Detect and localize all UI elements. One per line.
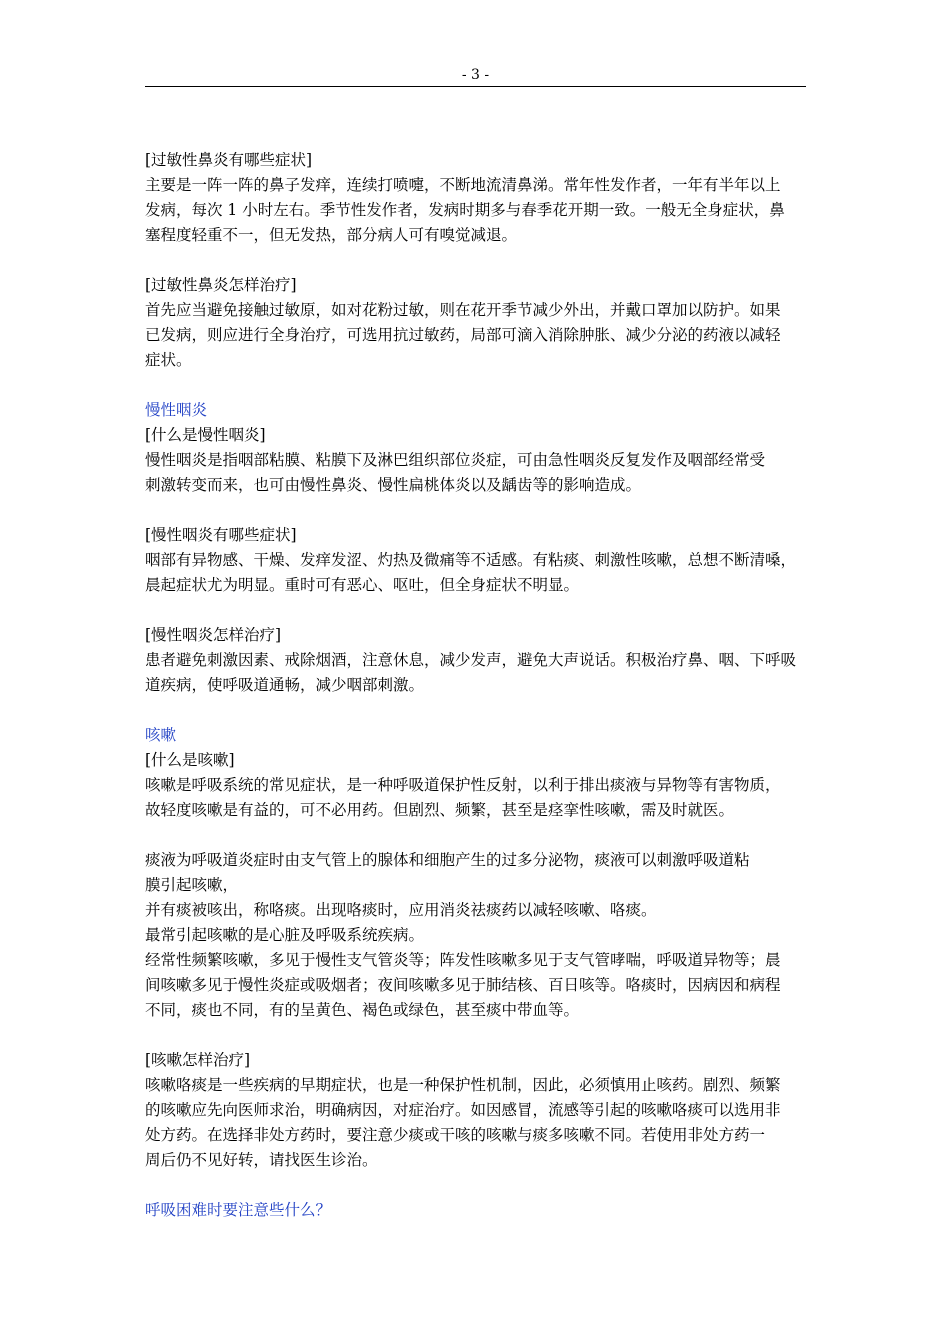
body-line: 间咳嗽多见于慢性炎症或吸烟者；夜间咳嗽多见于肺结核、百日咳等。咯痰时，因病因和病程: [145, 976, 781, 994]
body-line: 主要是一阵一阵的鼻子发痒，连续打喷嚏，不断地流清鼻涕。常年性发作者，一年有半年以上: [145, 176, 781, 194]
body-line: 道疾病，使呼吸道通畅，减少咽部刺激。: [145, 676, 425, 694]
paragraph-gap: [145, 498, 813, 523]
section-heading: [过敏性鼻炎有哪些症状]: [145, 151, 313, 169]
topic-title-dyspnea[interactable]: 呼吸困难时要注意些什么？: [145, 1201, 332, 1219]
body-line: 症状。: [145, 351, 192, 369]
document-body: [145, 148, 813, 1223]
body-line: 痰液为呼吸道炎症时由支气管上的腺体和细胞产生的过多分泌物，痰液可以刺激呼吸道粘: [145, 851, 750, 869]
body-line: 膜引起咳嗽，: [145, 876, 239, 894]
topic-title-pharyngitis[interactable]: 慢性咽炎: [145, 401, 208, 419]
page-number: - 3 -: [461, 67, 490, 83]
section-heading: [什么是咳嗽]: [145, 751, 235, 769]
section-heading: [咳嗽怎样治疗]: [145, 1051, 251, 1069]
paragraph-gap: [145, 598, 813, 623]
body-line: 已发病，则应进行全身治疗，可选用抗过敏药，局部可滴入消除肿胀、减少分泌的药液以减轻: [145, 326, 781, 344]
body-line: 不同，痰也不同，有的呈黄色、褐色或绿色，甚至痰中带血等。: [145, 1001, 580, 1019]
paragraph-gap: [145, 1173, 813, 1198]
body-line: 咳嗽咯痰是一些疾病的早期症状，也是一种保护性机制，因此，必须慎用止咳药。剧烈、频繁: [145, 1076, 781, 1094]
body-line: 故轻度咳嗽是有益的，可不必用药。但剧烈、频繁，甚至是痉挛性咳嗽，需及时就医。: [145, 801, 735, 819]
body-line: 的咳嗽应先向医师求治，明确病因，对症治疗。如因感冒，流感等引起的咳嗽咯痰可以选用非: [145, 1101, 781, 1119]
body-line: 刺激转变而来，也可由慢性鼻炎、慢性扁桃体炎以及龋齿等的影响造成。: [145, 476, 642, 494]
section-heading: [慢性咽炎怎样治疗]: [145, 626, 282, 644]
paragraph-gap: [145, 373, 813, 398]
body-line: 发病，每次 1 小时左右。季节性发作者，发病时期多与春季花开期一致。一般无全身症状，鼻: [145, 201, 785, 219]
topic-title-cough[interactable]: 咳嗽: [145, 726, 177, 744]
section-heading: [什么是慢性咽炎]: [145, 426, 266, 444]
body-line: 并有痰被咳出，称咯痰。出现咯痰时，应用消炎祛痰药以减轻咳嗽、咯痰。: [145, 901, 657, 919]
paragraph-gap: [145, 248, 813, 273]
body-line: 处方药。在选择非处方药时，要注意少痰或干咳的咳嗽与痰多咳嗽不同。若使用非处方药一: [145, 1126, 766, 1144]
header-rule: [145, 86, 806, 87]
body-line: 最常引起咳嗽的是心脏及呼吸系统疾病。: [145, 926, 425, 944]
paragraph-gap: [145, 698, 813, 723]
body-line: 周后仍不见好转，请找医生诊治。: [145, 1151, 378, 1169]
body-line: 首先应当避免接触过敏原，如对花粉过敏，则在花开季节减少外出，并戴口罩加以防护。如果: [145, 301, 781, 319]
body-line: 咽部有异物感、干燥、发痒发涩、灼热及微痛等不适感。有粘痰、刺激性咳嗽，总想不断清嗓，: [145, 551, 797, 569]
body-line: 塞程度轻重不一，但无发热，部分病人可有嗅觉减退。: [145, 226, 518, 244]
section-heading: [过敏性鼻炎怎样治疗]: [145, 276, 297, 294]
body-line: 患者避免刺激因素、戒除烟酒，注意休息，减少发声，避免大声说话。积极治疗鼻、咽、下呼吸: [145, 651, 797, 669]
body-line: 慢性咽炎是指咽部粘膜、粘膜下及淋巴组织部位炎症，可由急性咽炎反复发作及咽部经常受: [145, 451, 766, 469]
body-line: 晨起症状尤为明显。重时可有恶心、呕吐，但全身症状不明显。: [145, 576, 580, 594]
paragraph-gap: [145, 823, 813, 848]
paragraph-gap: [145, 1023, 813, 1048]
body-line: 咳嗽是呼吸系统的常见症状，是一种呼吸道保护性反射，以利于排出痰液与异物等有害物质，: [145, 776, 781, 794]
body-line: 经常性频繁咳嗽，多见于慢性支气管炎等；阵发性咳嗽多见于支气管哮喘，呼吸道异物等；晨: [145, 951, 781, 969]
section-heading: [慢性咽炎有哪些症状]: [145, 526, 297, 544]
